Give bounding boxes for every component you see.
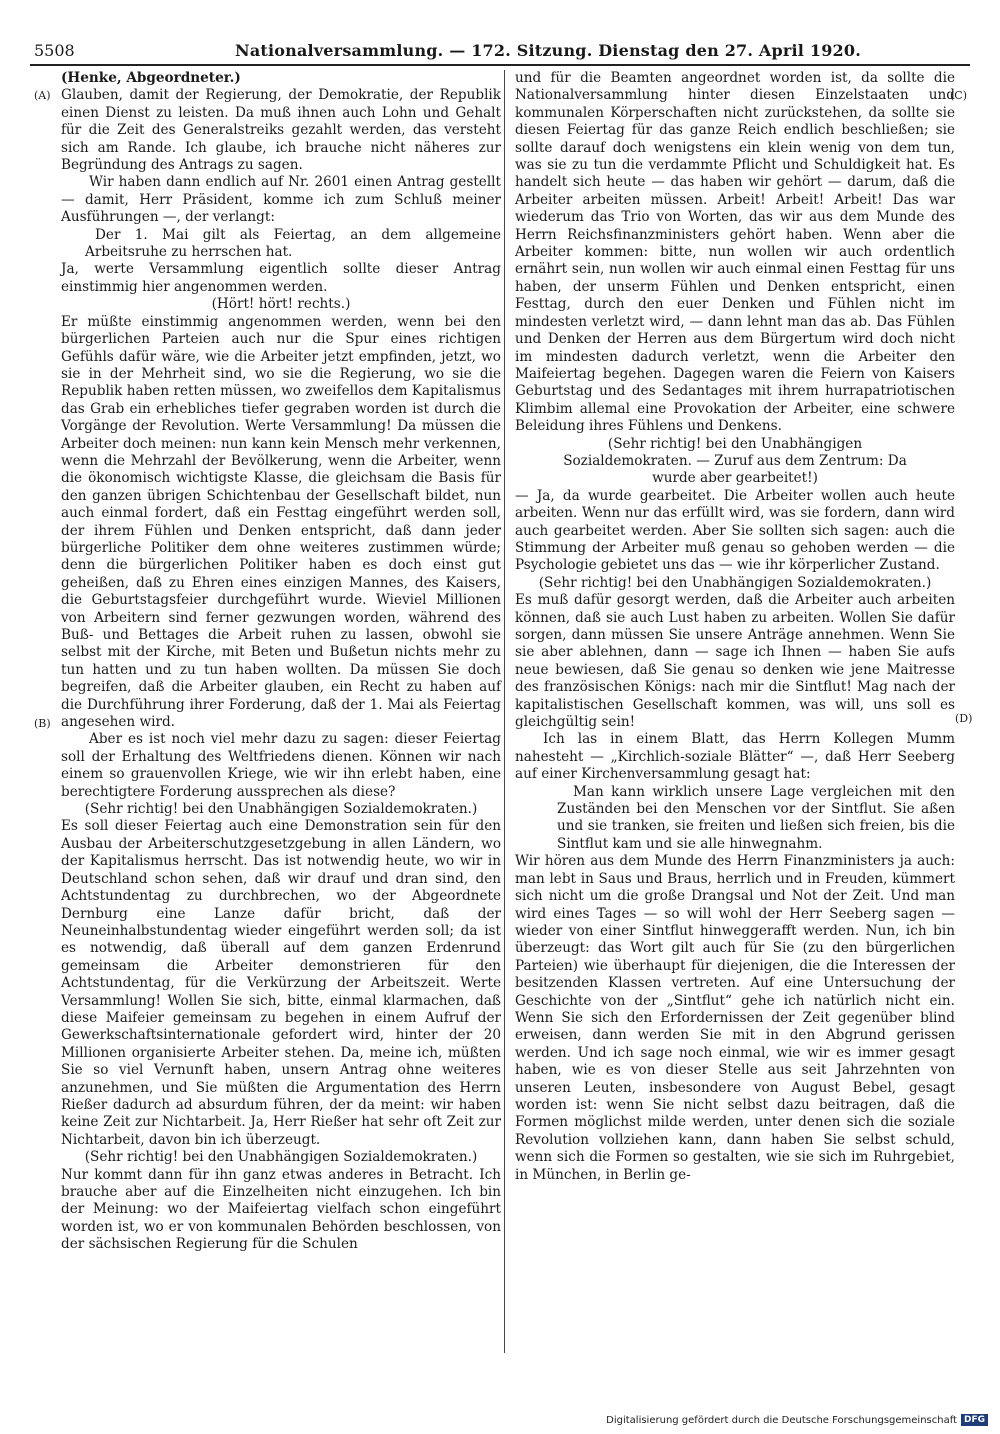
paragraph: und für die Beamten angeordnet worden ist, da sollte die Nationalversammlung hinter diesen Einzelstaaten und kommunalen Körperschaften nicht zurückstehen, da sollte sie diesen Feiertag für das ganze Reich endlich beschließen; sie sollte darauf doch wenigstens ein klein wenig von dem tun, was sie zu tun die verdammte Pflicht und Schuldigkeit hat. Es handelt sich heute — das haben wir gehört — darum, daß die Arbeiter arbeiten müssen. Arbeit! Arbeit! Arbeit! Das war wiederum das Trio von Worten, das wir aus dem Munde des Herrn Reichsfinanzministers gehört haben. Wenn aber die Arbeiter kommen: bitte, nun wollen wir auch ordentlich ernährt sein, nun wollen wir auch einmal einen Festtag für uns haben, der unserm Fühlen und Denken entspricht, einen Festtag, durch den euer Denken und Fühlen nicht im mindesten verletzt wird, — dann lehnt man das ab. Das Fühlen und Denken der Herren aus dem Bürgertum wird doch nicht im mindesten dadurch verletzt, wenn die Arbeiter den Maifeiertag begehen. Dagegen waren die Feiern von Kaisers Geburtstag und des Sedantages mit ihrem hurrapatriotischen Klimbim allemal eine Provokation der Arbeiter, eine schwere Beleidung ihres Fühlens und Denkens. — [515, 70, 955, 435]
left-column — [61, 70, 501, 1254]
margin-mark-a: (A) — [34, 89, 51, 102]
column-divider — [504, 70, 505, 1353]
interjection: (Sehr richtig! bei den Unabhängigen Sozialdemokraten.) — [84, 1149, 478, 1166]
interjection: (Sehr richtig! bei den Unabhängigen Sozialdemokraten. — Zuruf aus dem Zentrum: Da wurde aber gearbeitet!) — [563, 435, 907, 487]
margin-mark-b: (B) — [34, 717, 51, 730]
paragraph: — Ja, da wurde gearbeitet. Die Arbeiter wollen auch heute arbeiten. Wenn nur das erfüllt wird, was sie fordern, dann wird auch gearbeitet werden. Aber Sie sollten sich sagen: auch die Stimmung der Arbeiter muß genau so gehoben werden — die Psychologie gebietet uns das — wie ihr körperlicher Zustand. — [515, 487, 955, 574]
interjection: (Sehr richtig! bei den Unabhängigen Sozialdemokraten.) — [84, 801, 478, 818]
paragraph: Wir haben dann endlich auf Nr. 2601 einen Antrag gestellt — damit, Herr Präsident, komme ich zum Schluß meiner Ausführungen —, der verlangt: — [61, 174, 501, 226]
interjection: (Hört! hört! rechts.) — [211, 296, 351, 313]
paragraph: Nur kommt dann für ihn ganz etwas anderes in Betracht. Ich brauche aber auf die Einzelheiten nicht einzugehen. Ich bin der Meinung: wo der Maifeiertag vielfach schon eingeführt worden ist, wo er von kommunalen Behörden beschlossen, von der sächsischen Regierung für die Schulen — [61, 1166, 501, 1253]
funding-credit: Digitalisierung gefördert durch die Deutsche Forschungsgemeinschaft — [606, 1414, 957, 1426]
paragraph: Wir hören aus dem Munde des Herrn Finanzministers ja auch: man lebt in Saus und Braus, herrlich und in Freuden, kümmert sich nicht um die große Drangsal und Not der Zeit. Und man wird eines Tages — so will wohl der Herr Seeberg sagen — wieder von einer Sintflut hinweggerafft werden. Nun, ich bin überzeugt: das Wort gilt auch für Sie (zu den bürgerlichen Parteien) wie überhaupt für diejenigen, die die Interessen der besitzenden Klassen vertreten. Auf eine Untersuchung der Geschichte von der „Sintflut“ gehe ich natürlich nicht ein. Wenn Sie sich den Erfordernissen der Zeit gegenüber blind erweisen, dann werden Sie mit in den Abgrund gerissen werden. Und ich sage noch einmal, wie wir es immer gesagt haben, wie es von dieser Stelle aus seit Jahrzehnten von unseren Leuten, insbesondere von August Bebel, gesagt worden ist: wenn Sie nicht selbst dazu beitragen, daß die Formen möglichst milde werden, unter denen sich die soziale Revolution vollziehen kann, dann haben Sie selbst schuld, wenn sich die Formen so gestalten, wie sie sich im Ruhrgebiet, in München, in Berlin ge- — [515, 853, 955, 1183]
motion-text: Der 1. Mai gilt als Feiertag, an dem allgemeine Arbeitsruhe zu herrschen hat. — [85, 226, 501, 261]
paragraph: Ich las in einem Blatt, das Herrn Kollegen Mumm nahesteht — „Kirchlich-soziale Blätter“ —, daß Herr Seeberg auf einer Kirchenversammlung gesagt hat: — [515, 731, 955, 783]
paragraph: Aber es ist noch viel mehr dazu zu sagen: dieser Feiertag soll der Erhaltung des Weltfriedens dienen. Können wir nach einem so grauenvollen Kriege, wie wir ihn erlebt haben, eine berechtigtere Forderung aussprechen als diese? — [61, 731, 501, 800]
margin-mark-c: (C) — [950, 89, 967, 102]
paragraph: Er müßte einstimmig angenommen werden, wenn bei den bürgerlichen Parteien auch nur die Spur eines richtigen Gefühls dafür wäre, wie die Arbeiter jetzt empfinden, jetzt, wo sie in der Mehrheit sind, wo sie die Regierung, wo sie die Republik haben retten müssen, wo zweifellos dem Kapitalismus das Grab ein erhebliches tiefer gegraben worden ist durch die Vorgänge der Revolution. Werte Versammlung! Da müssen die Arbeiter doch meinen: nun kann kein Mensch mehr verkennen, wenn die Mehrzahl der Bevölkerung, wenn die Arbeiter, wenn die ökonomisch wichtigste Klasse, die gleichsam die Basis für den ganzen übrigen Schichtenbau der Gesellschaft bildet, nun auch einmal fordert, daß ein Festtag eingeführt werden soll, der ihrem Fühlen und Denken entspricht, daß dann jeder bürgerliche Politiker dem ohne weiteres zustimmen würde; denn die bürgerlichen Politiker haben es doch einst gut geheißen, daß zu Ehren eines einzigen Mannes, des Kaisers, die Geburtstagsfeier durchgeführt wurde. Wieviel Millionen von Arbeitern sind ferner gezwungen worden, während des Buß- und Bettages die Arbeit ruhen zu lassen, obwohl sie selbst mit der Kirche, mit Beten und Bußetun nichts mehr zu tun hatten und zu tun haben wollten. Da müssen Sie doch begreifen, daß die Arbeiter glauben, ein Recht zu haben auf die Durchführung ihrer Forderung, daß der 1. Mai als Feiertag angesehen wird. — [61, 313, 501, 731]
right-column — [515, 70, 955, 1184]
margin-mark-d: (D) — [955, 712, 973, 725]
paragraph: Glauben, damit der Regierung, der Demokratie, der Republik einen Dienst zu leisten. Da muß ihnen auch Lohn und Gehalt für die Zeit des Generalstreiks gezahlt werden, das versteht sich am Rande. Ich glaube, ich brauche nicht näheres zur Begründung des Antrags zu sagen. — [61, 87, 501, 174]
running-title: Nationalversammlung. — 172. Sitzung. Dienstag den 27. April 1920. — [235, 41, 861, 60]
page-number: 5508 — [34, 41, 75, 60]
speaker-label: (Henke, Abgeordneter.) — [61, 70, 241, 86]
dfg-logo: DFG — [961, 1414, 988, 1426]
interjection: (Sehr richtig! bei den Unabhängigen Sozialdemokraten.) — [538, 574, 932, 591]
paragraph: Es muß dafür gesorgt werden, daß die Arbeiter auch arbeiten können, daß sie auch Lust haben zu arbeiten. Wollen Sie dafür sorgen, dann müssen Sie unsere Anträge annehmen. Wenn Sie sie aber ablehnen, dann — sage ich Ihnen — haben Sie aufs neue bewiesen, daß Sie genau so denken wie jene Maitresse des französischen Königs: nach mir die Sintflut! Mag nach der kapitalistischen Gesellschaft kommen, was will, uns soll es gleichgültig sein! — [515, 592, 955, 731]
paragraph: Es soll dieser Feiertag auch eine Demonstration sein für den Ausbau der Arbeiterschutzgesetzgebung in allen Ländern, wo der Kapitalismus herrscht. Das ist notwendig heute, wo wir in Deutschland schon sehen, daß wir drauf und dran sind, den Achtstundentag zu durchbrechen, wo der Abgeordnete Dernburg eine Lanze dafür bricht, daß der Neuneinhalbstundentag wieder eingeführt werden soll; da ist es notwendig, daß überall auf dem ganzen Erdenrund gemeinsam die Arbeiter demonstrieren für den Achtstundentag, für die Verkürzung der Arbeitszeit. Werte Versammlung! Wollen Sie sich, bitte, einmal klarmachen, daß diese Maifeier gemeinsam zu begehen in einem Aufruf der Gewerkschaftsinternationale gefordert wird, hinter der 20 Millionen organisierte Arbeiter stehen. Da, meine ich, müßten Sie so viel Vernunft haben, unsern Antrag ohne weiteres anzunehmen, und Sie müßten die Argumentation des Herrn Rießer dadurch ad absurdum führen, der da meint: wir haben keine Zeit zur Nichtarbeit. Ja, Herr Rießer hat sehr oft Zeit zur Nichtarbeit, davon bin ich überzeugt. — [61, 818, 501, 1148]
paragraph: Ja, werte Versammlung eigentlich sollte dieser Antrag einstimmig hier angenommen werden. — [61, 261, 501, 295]
quotation: Man kann wirklich unsere Lage vergleichen mit den Zuständen bei den Menschen vor der Sintflut. Sie aßen und sie tranken, sie freiten und ließen sich freien, bis die Sintflut kam und sie alle hinwegnahm. — [557, 783, 955, 852]
footer-credit — [606, 1414, 988, 1426]
page-header — [30, 38, 970, 66]
